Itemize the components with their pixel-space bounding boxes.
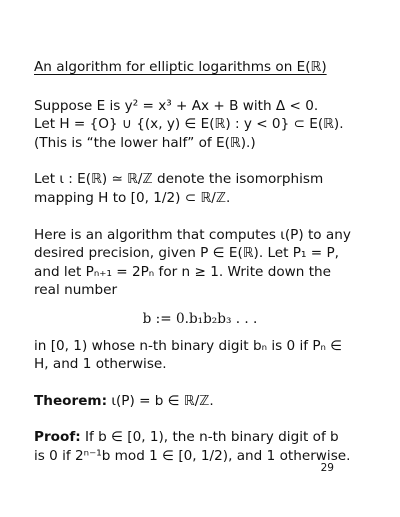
definition-paragraph [34, 97, 366, 153]
isomorphism-paragraph [34, 170, 366, 207]
page-number: 29 [320, 462, 334, 474]
theorem-statement: ι(P) = b ∈ ℝ/ℤ. [111, 392, 214, 409]
display-formula: b := 0.b₁b₂b₃ . . . [142, 310, 258, 327]
theorem [34, 392, 366, 411]
digit-rule-paragraph [34, 337, 366, 374]
text-line: H, and 1 otherwise. [34, 356, 167, 373]
text-line: (This is “the lower half” of E(ℝ).) [34, 134, 256, 151]
text-line: desired precision, given P ∈ E(ℝ). Let P₁ = P, [34, 245, 340, 262]
proof-label: Proof: [34, 429, 81, 446]
text-line: real number [34, 282, 118, 299]
slide-title: An algorithm for elliptic logarithms on E(ℝ) [34, 59, 327, 75]
proof [34, 428, 366, 465]
algorithm-paragraph [34, 226, 366, 300]
text-line: in [0, 1) whose n-th binary digit bₙ is 0 if Pₙ ∈ [34, 337, 343, 354]
text-line: Let H = {O} ∪ {(x, y) ∈ E(ℝ) : y < 0} ⊂ E(ℝ). [34, 116, 344, 133]
text-line: and let Pₙ₊₁ = 2Pₙ for n ≥ 1. Write down the [34, 263, 332, 280]
proof-text: If b ∈ [0, 1), the n-th binary digit of b [85, 429, 339, 446]
text-line: is 0 if 2ⁿ⁻¹b mod 1 ∈ [0, 1/2), and 1 otherwise. [34, 447, 351, 464]
text-line: Suppose E is y² = x³ + Ax + B with Δ < 0. [34, 97, 319, 114]
text-line: mapping H to [0, 1/2) ⊂ ℝ/ℤ. [34, 189, 231, 206]
text-line: Let ι : E(ℝ) ≃ ℝ/ℤ denote the isomorphism [34, 171, 324, 188]
text-line: Here is an algorithm that computes ι(P) to any [34, 226, 351, 243]
text-line [34, 428, 366, 447]
theorem-label: Theorem: [34, 392, 108, 409]
